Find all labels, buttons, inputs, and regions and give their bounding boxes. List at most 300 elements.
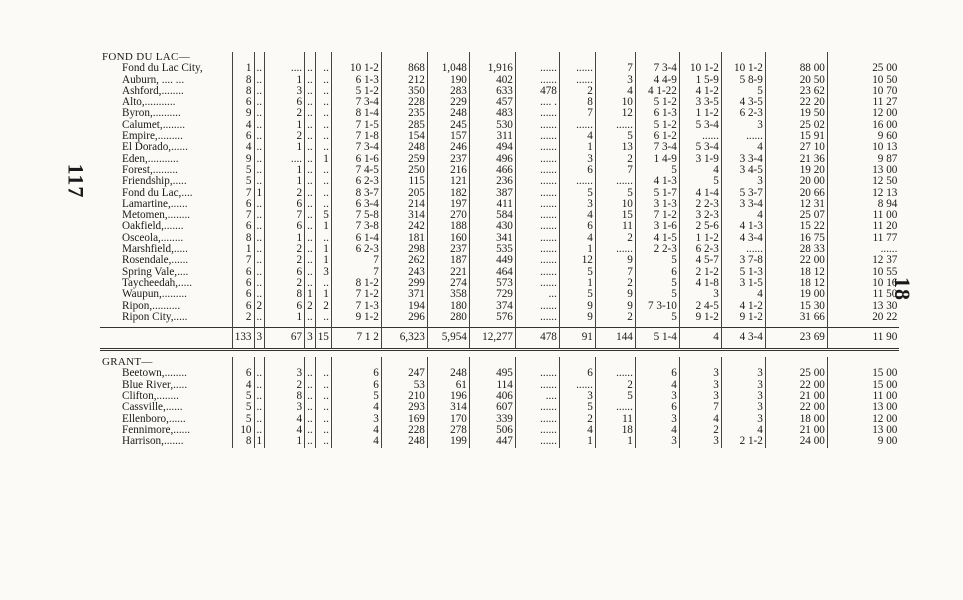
value-cell: 2 (265, 278, 305, 289)
table-row (100, 154, 899, 165)
value-cell: 4 1-2 (679, 86, 721, 97)
value-cell: 4 (721, 210, 765, 221)
value-cell: 4 (331, 425, 381, 436)
value-cell: 3 4-5 (721, 165, 765, 176)
empty-cell (559, 52, 595, 63)
value-cell: 1 (559, 142, 595, 153)
value-cell: 8 (232, 75, 254, 86)
value-cell: 13 00 (827, 425, 899, 436)
value-cell: 6 3-4 (331, 199, 381, 210)
value-cell: ...... (827, 244, 899, 255)
value-cell: 6 2-3 (679, 244, 721, 255)
value-cell: 9 (232, 154, 254, 165)
value-cell: 4 (331, 436, 381, 447)
value-cell: .. (315, 278, 331, 289)
value-cell: 2 (305, 301, 316, 312)
value-cell: 6 (232, 289, 254, 300)
value-cell: 3 1-5 (721, 278, 765, 289)
value-cell: 5 (232, 176, 254, 187)
value-cell: 4 (232, 380, 254, 391)
value-cell: 2 (265, 244, 305, 255)
value-cell: 4 (232, 120, 254, 131)
value-cell: 10 1-2 (331, 63, 381, 74)
value-cell: 259 (381, 154, 427, 165)
value-cell: 53 (381, 380, 427, 391)
value-cell: 3 (265, 402, 305, 413)
value-cell: 2 (595, 312, 635, 323)
value-cell: 530 (469, 120, 515, 131)
value-cell: 298 (381, 244, 427, 255)
value-cell: 6 (232, 267, 254, 278)
value-cell: ...... (515, 188, 559, 199)
value-cell: 3 (254, 328, 265, 350)
empty-cell (469, 357, 515, 368)
value-cell: 483 (469, 108, 515, 119)
town-name-cell: Eden,........... (122, 153, 179, 165)
value-cell: 3 (679, 380, 721, 391)
value-cell: 278 (427, 425, 469, 436)
value-cell: 8 (559, 97, 595, 108)
value-cell: 350 (381, 86, 427, 97)
value-cell: 10 (595, 97, 635, 108)
value-cell: 228 (381, 425, 427, 436)
value-cell: 188 (427, 221, 469, 232)
value-cell: 1 (265, 165, 305, 176)
value-cell: 3 7-8 (721, 255, 765, 266)
value-cell: 5 (635, 255, 679, 266)
value-cell: 478 (515, 86, 559, 97)
value-cell: ...... (515, 244, 559, 255)
value-cell: ...... (515, 414, 559, 425)
value-cell: 247 (381, 368, 427, 379)
value-cell: 13 (595, 142, 635, 153)
value-cell: 6 (635, 368, 679, 379)
value-cell: 3 (679, 436, 721, 447)
value-cell: 3 2-3 (679, 210, 721, 221)
value-cell: 411 (469, 199, 515, 210)
value-cell: 1 (232, 63, 254, 74)
value-cell: .. (305, 414, 316, 425)
value-cell: 584 (469, 210, 515, 221)
value-cell: 8 (265, 289, 305, 300)
value-cell: 21 00 (765, 425, 827, 436)
table-row (100, 86, 899, 97)
value-cell: .. (254, 86, 265, 97)
value-cell: 10 16 (827, 278, 899, 289)
town-name-cell: Ashford,........ (122, 85, 184, 97)
value-cell: 15 30 (765, 301, 827, 312)
section-heading: GRANT— (102, 357, 153, 369)
table-row (100, 278, 899, 289)
value-cell: 6 (559, 221, 595, 232)
table-row (100, 97, 899, 108)
value-cell: 5 (595, 188, 635, 199)
value-cell: .. (315, 425, 331, 436)
spacer-cell (100, 350, 899, 358)
town-name-cell: Waupun,......... (122, 289, 187, 301)
value-cell: 5 (315, 210, 331, 221)
value-cell: 9 (559, 301, 595, 312)
value-cell: 1,048 (427, 63, 469, 74)
value-cell: 2 (232, 312, 254, 323)
value-cell: 1 (254, 436, 265, 447)
value-cell: 16 75 (765, 233, 827, 244)
value-cell: 11 (595, 414, 635, 425)
value-cell: 4 (721, 289, 765, 300)
value-cell: 12 37 (827, 255, 899, 266)
value-cell: 1 (265, 120, 305, 131)
value-cell: 280 (427, 312, 469, 323)
value-cell: 5 (232, 414, 254, 425)
value-cell: 6 (331, 368, 381, 379)
value-cell: .. (254, 108, 265, 119)
empty-cell (679, 52, 721, 63)
value-cell: .. (315, 233, 331, 244)
value-cell: 466 (469, 165, 515, 176)
town-name-cell: Spring Vale,.... (122, 266, 189, 278)
value-cell: 21 36 (765, 154, 827, 165)
value-cell: 358 (427, 289, 469, 300)
value-cell: 4 3-4 (721, 328, 765, 350)
value-cell: .. (305, 436, 316, 447)
value-cell: 91 (559, 328, 595, 350)
value-cell: 7 3-4 (635, 142, 679, 153)
value-cell: .. (254, 425, 265, 436)
value-cell: 61 (427, 380, 469, 391)
value-cell: 607 (469, 402, 515, 413)
value-cell: 9 (232, 108, 254, 119)
value-cell: 464 (469, 267, 515, 278)
value-cell: 495 (469, 368, 515, 379)
value-cell: 1 (265, 176, 305, 187)
value-cell: .. (305, 142, 316, 153)
value-cell: 7 1-8 (331, 131, 381, 142)
value-cell: 576 (469, 312, 515, 323)
value-cell: 6 (232, 368, 254, 379)
table-row (100, 142, 899, 153)
town-name-cell: Lamartine,...... (122, 198, 188, 210)
value-cell: .. (305, 108, 316, 119)
empty-cell (595, 357, 635, 368)
value-cell: ...... (515, 368, 559, 379)
value-cell: ...... (595, 402, 635, 413)
total-row (100, 328, 899, 350)
value-cell: 11 90 (827, 328, 899, 350)
table-row (100, 380, 899, 391)
value-cell: ...... (515, 402, 559, 413)
value-cell: 6 (635, 267, 679, 278)
value-cell: 314 (381, 210, 427, 221)
value-cell: 25 00 (765, 368, 827, 379)
value-cell: 23 69 (765, 328, 827, 350)
value-cell: 5 3-4 (679, 142, 721, 153)
value-cell: 633 (469, 86, 515, 97)
value-cell: 5 (232, 165, 254, 176)
value-cell: .. (315, 97, 331, 108)
statistics-table (100, 52, 899, 448)
town-name-cell: Ellenboro,...... (122, 413, 186, 425)
value-cell: 3 (721, 380, 765, 391)
value-cell: 5 (595, 391, 635, 402)
value-cell: 15 00 (827, 368, 899, 379)
value-cell: 406 (469, 391, 515, 402)
value-cell: 293 (381, 402, 427, 413)
table-row (100, 402, 899, 413)
section-heading-row (100, 357, 899, 368)
value-cell: 1 (265, 142, 305, 153)
value-cell: 5 1-2 (331, 86, 381, 97)
value-cell: 4 (721, 425, 765, 436)
value-cell: 7 (331, 267, 381, 278)
town-name-cell: Fond du Lac,.... (122, 187, 193, 199)
value-cell: .. (305, 210, 316, 221)
value-cell: 7 (559, 108, 595, 119)
value-cell: 430 (469, 221, 515, 232)
value-cell: 7 (232, 188, 254, 199)
town-name-cell: Calumet,........ (122, 119, 186, 131)
value-cell: .. (305, 188, 316, 199)
value-cell: 6 (232, 301, 254, 312)
value-cell: 506 (469, 425, 515, 436)
value-cell: 18 12 (765, 278, 827, 289)
value-cell: 4 (559, 425, 595, 436)
value-cell: .. (254, 120, 265, 131)
value-cell: 10 (595, 199, 635, 210)
value-cell: 5 1-2 (635, 97, 679, 108)
table-row (100, 255, 899, 266)
value-cell: 3 1-6 (635, 221, 679, 232)
value-cell: .. (305, 86, 316, 97)
table-row (100, 131, 899, 142)
value-cell: .. (305, 402, 316, 413)
value-cell: 22 20 (765, 97, 827, 108)
value-cell: 6 1-3 (635, 108, 679, 119)
value-cell: 285 (381, 120, 427, 131)
value-cell: 2 (559, 414, 595, 425)
value-cell: 12 50 (827, 176, 899, 187)
value-cell: 9 (595, 289, 635, 300)
value-cell: .. (305, 165, 316, 176)
value-cell: .. (254, 278, 265, 289)
value-cell: .. (315, 176, 331, 187)
value-cell: 21 00 (765, 391, 827, 402)
town-name-cell: Forest,......... (122, 164, 178, 176)
value-cell: 2 2-3 (635, 244, 679, 255)
value-cell: 5 (559, 289, 595, 300)
empty-cell (515, 52, 559, 63)
table-row (100, 301, 899, 312)
section-heading: FOND DU LAC— (102, 52, 190, 63)
value-cell: ...... (515, 154, 559, 165)
value-cell: .. (315, 368, 331, 379)
value-cell: 4 (265, 425, 305, 436)
table-row (100, 414, 899, 425)
value-cell: 4 (635, 425, 679, 436)
value-cell: .. (315, 63, 331, 74)
value-cell: 7 (265, 210, 305, 221)
value-cell: 6 (331, 380, 381, 391)
value-cell: 3 3-5 (679, 97, 721, 108)
value-cell: 2 (559, 86, 595, 97)
value-cell: 31 66 (765, 312, 827, 323)
empty-cell (721, 357, 765, 368)
value-cell: 1 1-2 (679, 108, 721, 119)
value-cell: 3 (635, 414, 679, 425)
value-cell: ...... (515, 120, 559, 131)
value-cell: 2 (254, 301, 265, 312)
value-cell: 15 (595, 210, 635, 221)
empty-cell (381, 52, 427, 63)
value-cell: ...... (595, 244, 635, 255)
value-cell: 28 33 (765, 244, 827, 255)
value-cell: 7 (232, 255, 254, 266)
value-cell: 7 (595, 63, 635, 74)
value-cell: 2 1-2 (721, 436, 765, 447)
value-cell: 2 4-5 (679, 301, 721, 312)
value-cell: 248 (381, 142, 427, 153)
value-cell: 248 (427, 368, 469, 379)
value-cell: .. (315, 199, 331, 210)
value-cell: 2 (595, 233, 635, 244)
value-cell: .. (254, 63, 265, 74)
town-name-cell: Harrison,....... (122, 436, 184, 448)
value-cell: ...... (559, 176, 595, 187)
value-cell: 7 3-4 (331, 142, 381, 153)
value-cell: 6 (265, 221, 305, 232)
value-cell: 4 1-2 (721, 301, 765, 312)
value-cell: 262 (381, 255, 427, 266)
value-cell: 7 3-4 (331, 97, 381, 108)
empty-cell (827, 52, 899, 63)
value-cell: ...... (515, 380, 559, 391)
value-cell: 5 1-3 (721, 267, 765, 278)
value-cell: .. (305, 255, 316, 266)
value-cell: 114 (469, 380, 515, 391)
empty-cell (381, 357, 427, 368)
value-cell: 5 (559, 188, 595, 199)
value-cell: 9 00 (827, 436, 899, 447)
value-cell: 2 (265, 108, 305, 119)
value-cell: 10 55 (827, 267, 899, 278)
empty-cell (469, 52, 515, 63)
value-cell: 9 1-2 (679, 312, 721, 323)
value-cell: 2 (595, 278, 635, 289)
value-cell: 2 (265, 255, 305, 266)
value-cell: 3 (315, 267, 331, 278)
value-cell: 5 (559, 267, 595, 278)
value-cell: 197 (427, 199, 469, 210)
value-cell: 7 1-3 (331, 301, 381, 312)
value-cell: 10 1-2 (679, 63, 721, 74)
value-cell: 283 (427, 86, 469, 97)
table-row (100, 75, 899, 86)
value-cell: ...... (515, 176, 559, 187)
value-cell: 181 (381, 233, 427, 244)
value-cell: 6 1-3 (331, 75, 381, 86)
value-cell: 5 (232, 391, 254, 402)
value-cell: .. (305, 199, 316, 210)
value-cell: 402 (469, 75, 515, 86)
value-cell: 5 (331, 391, 381, 402)
value-cell: 245 (427, 120, 469, 131)
value-cell: 25 07 (765, 210, 827, 221)
value-cell: 27 10 (765, 142, 827, 153)
value-cell: 1 (265, 75, 305, 86)
value-cell: 3 (635, 436, 679, 447)
value-cell: 4 (679, 165, 721, 176)
value-cell: .. (315, 312, 331, 323)
value-cell: 199 (427, 436, 469, 447)
value-cell: 12 (559, 255, 595, 266)
value-cell: 10 70 (827, 86, 899, 97)
value-cell: 4 1-3 (721, 221, 765, 232)
value-cell: 11 50 (827, 289, 899, 300)
empty-cell (635, 357, 679, 368)
value-cell: 7 3-4 (635, 63, 679, 74)
value-cell: 5 (635, 312, 679, 323)
empty-cell (721, 52, 765, 63)
value-cell: 4 (679, 414, 721, 425)
value-cell: .. (254, 154, 265, 165)
value-cell: 3 1-9 (679, 154, 721, 165)
town-name-cell: Beetown,........ (122, 368, 187, 380)
value-cell: 5 (595, 131, 635, 142)
value-cell: 216 (427, 165, 469, 176)
value-cell: 15 22 (765, 221, 827, 232)
value-cell: 9 (559, 312, 595, 323)
value-cell: 7 5-8 (331, 210, 381, 221)
value-cell: 8 (232, 436, 254, 447)
value-cell: .. (315, 165, 331, 176)
value-cell: 5 1-2 (635, 120, 679, 131)
value-cell: .. (254, 255, 265, 266)
value-cell: 229 (427, 97, 469, 108)
value-cell: ...... (515, 312, 559, 323)
value-cell: ...... (515, 255, 559, 266)
table-row (100, 425, 899, 436)
empty-cell (331, 52, 381, 63)
value-cell: 115 (381, 176, 427, 187)
value-cell: ...... (515, 301, 559, 312)
value-cell: 6 (265, 267, 305, 278)
value-cell: .. (315, 142, 331, 153)
value-cell: 9 87 (827, 154, 899, 165)
value-cell: 3 (635, 391, 679, 402)
table-row (100, 221, 899, 232)
value-cell: 11 20 (827, 221, 899, 232)
value-cell: 5 8-9 (721, 75, 765, 86)
value-cell: 88 00 (765, 63, 827, 74)
table-row (100, 289, 899, 300)
page-number-left: 117 (63, 163, 89, 199)
town-name-cell: Fond du Lac City, (122, 63, 203, 75)
value-cell: 1 (315, 289, 331, 300)
town-name-cell: Friendship,..... (122, 176, 187, 188)
value-cell: 13 00 (827, 165, 899, 176)
value-cell: 3 (721, 368, 765, 379)
value-cell: 2 1-2 (679, 267, 721, 278)
value-cell: 3 (679, 391, 721, 402)
value-cell: 1 (315, 154, 331, 165)
value-cell: 4 (595, 86, 635, 97)
value-cell: 12 13 (827, 188, 899, 199)
town-name-cell: Rosendale,...... (122, 255, 189, 267)
value-cell: 6 (232, 131, 254, 142)
value-cell: ...... (559, 75, 595, 86)
table-row (100, 108, 899, 119)
value-cell: .. (254, 289, 265, 300)
value-cell: 194 (381, 301, 427, 312)
